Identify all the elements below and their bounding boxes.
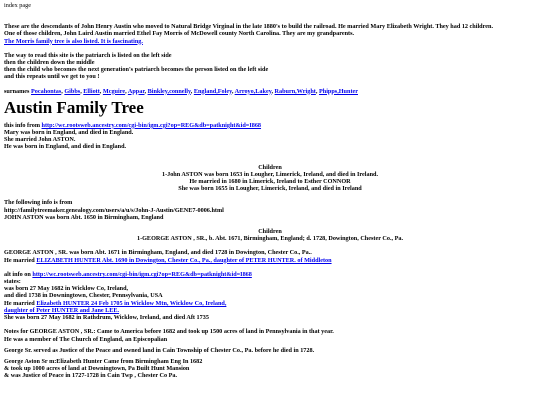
- surname-link-phipps-hunter[interactable]: Phipps,Hunter: [318, 87, 358, 95]
- children-2-heading: Children: [258, 228, 282, 236]
- alt-info-line-1: states:: [4, 278, 21, 286]
- surname-link-appar[interactable]: Appar: [127, 87, 145, 95]
- notes-line-3: George Sr. served as Justice of the Peace and owned land in Cain Township of Chester Co., Pa. before he died in 1728.: [4, 346, 315, 354]
- surname-link-pocahontas[interactable]: Pocahontas: [31, 87, 62, 95]
- page-title: Austin Family Tree: [4, 97, 144, 117]
- howto-line-2: then the children down the middle: [4, 59, 95, 67]
- notes-line-5: & took up 1000 acres of land at Downingtown, Pa Built Hunt Mansion: [4, 365, 190, 373]
- surnames-bar: surnames Pocahontas, Gibbs, Elliott, Mcguire, Appar, Binkley,connelly, England,Foley, Arroyo,Lakey, Raburn,Wright, Phipps,Hunter: [4, 87, 358, 95]
- notes-line-6: & was Justice of Peace in 1727-1728 in Cain Twp , Chester Co Pa.: [4, 372, 178, 380]
- children-2-line-1: 1-GEORGE ASTON , SR., b. Abt. 1671, Birmingham, England; d. 1728, Dowington, Chester Co., Pa.: [136, 235, 404, 243]
- surname-link-raburn-wright[interactable]: Raburn,Wright: [274, 87, 316, 95]
- surname-link-mcguire[interactable]: Mcguire: [102, 87, 126, 95]
- surnames-label: surnames: [4, 87, 30, 95]
- notes-line-1: Notes for GEORGE ASTON , SR.: Came to America before 1682 and took up 1500 acres of land in Pennsylvania in that year.: [4, 328, 334, 336]
- children-1-line-1: 1-John ASTON was born 1653 in Lougher, Limerick, Ireland, and died in Ireland.: [161, 170, 379, 178]
- source-2-line-1: The following info is from: [4, 199, 73, 207]
- howto-line-3: then the child who becomes the next generation's patriarch becomes the person listed on the left side: [4, 66, 269, 74]
- alt-elizabeth-hunter-link[interactable]: Elizabeth HUNTER 24 Feb 1705 in Wicklow Mtn, Wicklow Co, Ireland,: [36, 299, 227, 307]
- source-1-prefix: this info from: [4, 121, 42, 129]
- surname-link-binkley-connelly[interactable]: Binkley,connelly: [147, 87, 191, 95]
- source-2-block: [4, 199, 536, 221]
- howto-line-1: The way to read this site is the patriarch is listed on the left side: [4, 51, 172, 59]
- children-1-heading: Children: [258, 163, 282, 171]
- children-1-line-2: He married in 1680 in Limerick, Ireland to Esther CONNOR: [189, 178, 351, 186]
- surname-link-england-foley[interactable]: England,Foley: [193, 87, 232, 95]
- alt-married-prefix: He married: [4, 299, 37, 307]
- notes-block: [4, 328, 536, 379]
- alt-info-prefix: alt info on: [4, 270, 33, 278]
- intro-block: [4, 23, 536, 45]
- children-1-block: [4, 164, 536, 193]
- source-1-line-3: He was born in England, and died in England.: [4, 143, 127, 151]
- notes-line-4: George Aston Sr m:Elizabeth Hunter Came from Birmingham Eng In 1682: [4, 357, 203, 365]
- index-page-link[interactable]: [4, 2, 536, 9]
- alt-info-line-2: was born 27 May 1682 in Wicklow Co, Ireland,: [4, 285, 129, 293]
- source-1-line-2: She married John ASTON.: [4, 136, 76, 144]
- source-1-block: [4, 122, 536, 151]
- howto-line-4: and this repeats until we get to you !: [4, 73, 100, 81]
- peter-hunter-jane-lee-link[interactable]: daughter of Peter HUNTER and Jane LEE.: [4, 306, 120, 314]
- surname-link-elliott[interactable]: Elliott: [83, 87, 100, 95]
- alt-info-url-link[interactable]: http://wc.rootsweb.ancestry.com/cgi-bin/igm.cgi?op=REG&db=patknight&id=I868: [32, 270, 252, 278]
- source-1-line-1: Mary was born in England, and died in England.: [4, 129, 134, 137]
- surname-link-arroyo-lakey[interactable]: Arroyo,Lakey: [234, 87, 272, 95]
- intro-line-2: One of those children, John Laird Austin married Ethel Fay Morris of McDowell county North Carolina. They are my grandparents.: [4, 30, 355, 38]
- morris-tree-link[interactable]: The Morris family tree is also listed. It is fascinating.: [4, 37, 143, 45]
- notes-line-2: He was a member of The Church of England, an Episcopalian: [4, 335, 168, 343]
- index-page-link-text[interactable]: index page: [4, 2, 31, 9]
- surname-link-gibbs[interactable]: Gibbs: [64, 87, 81, 95]
- george-married-prefix: He married: [4, 256, 37, 264]
- elizabeth-hunter-link[interactable]: ELIZABETH HUNTER Abt. 1690 in Dowington, Chester Co., Pa., daughter of PETER HUNTER. of Middleton: [36, 256, 332, 264]
- george-block: [4, 249, 536, 263]
- george-line-1: GEORGE ASTON , SR. was born Abt. 1671 in Birmingham, England, and died 1728 in Dowington, Chester Co., Pa..: [4, 249, 312, 257]
- alt-info-block: [4, 271, 536, 321]
- howto-block: [4, 52, 536, 81]
- alt-info-line-6: She was born 27 May 1682 in Rathdrum, Wicklow, Ireland, and died Aft 1735: [4, 314, 209, 322]
- source-1-url-link[interactable]: http://wc.rootsweb.ancestry.com/cgi-bin/igm.cgi?op=REG&db=patknight&id=I868: [41, 121, 262, 129]
- children-2-block: [4, 228, 536, 242]
- children-1-line-3: She was born 1655 in Lougher, Limerick, Ireland, and died in Ireland: [178, 185, 362, 193]
- intro-line-1: These are the descendants of John Henry Austin who moved to Natural Bridge Virginal in the late 1880's to build the railroad. He married Mary Elizabeth Wright. They had 12 children.: [4, 23, 493, 31]
- alt-info-line-3: and died 1738 in Downingtown, Chester, Pennsylvania, USA: [4, 292, 163, 300]
- source-2-line-2: http://familytreemaker.genealogy.com/users/a/u/s/John-J-Austin/GENE7-0006.html: [4, 206, 224, 214]
- source-2-line-3: JOHN ASTON was born Abt. 1650 in Birmingham, England: [4, 213, 164, 221]
